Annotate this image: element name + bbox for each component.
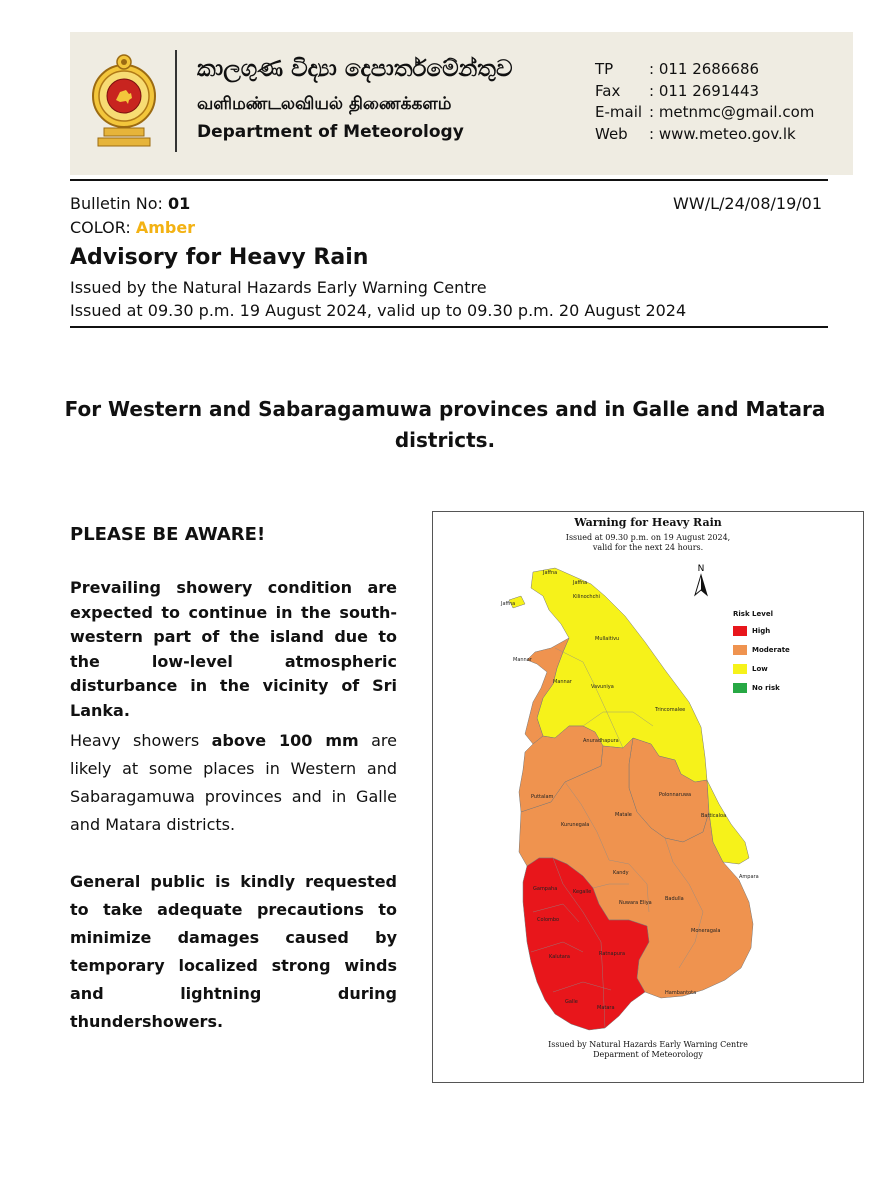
district-label: Matale (615, 812, 632, 818)
district-label: Gampaha (533, 886, 558, 892)
contact-fax: Fax : 011 2691443 (595, 81, 760, 100)
map-subtitle: Issued at 09.30 p.m. on 19 August 2024, valid for the next 24 hours. (565, 533, 731, 552)
map-title: Warning for Heavy Rain (574, 516, 722, 529)
district-label: Mullaitivu (595, 636, 620, 642)
district-label: Kilinochchi (573, 594, 600, 600)
district-label: Galle (565, 999, 578, 1005)
district-label: Jaffna (543, 570, 558, 576)
legend-title: Risk Level (733, 610, 773, 618)
headline: For Western and Sabaragamuwa provinces and in Galle and Matara districts. (64, 397, 826, 452)
district-label: Vavuniya (591, 684, 614, 690)
district-label: Jaffna (573, 580, 588, 586)
bottom-rule (70, 326, 828, 328)
district-label: Mannar (553, 679, 572, 685)
sri-lanka-map (433, 512, 863, 1082)
issued-by: Issued by the Natural Hazards Early Warning Centre (70, 278, 487, 297)
district-label: Batticaloa (701, 813, 727, 819)
district-label: Matara (597, 1005, 615, 1011)
bulletin-color: COLOR: Amber (70, 218, 196, 237)
top-rule (70, 179, 828, 181)
letterhead (70, 32, 853, 175)
district-label: Polonnaruwa (659, 792, 692, 798)
legend-item-low: Low (733, 664, 790, 674)
district-label: Moneragala (691, 928, 721, 934)
legend-swatch (733, 664, 747, 674)
please-be-aware: PLEASE BE AWARE! (70, 524, 266, 545)
dept-name-sinhala: කාලගුණ විද්‍යා දෙපාර්තමේන්තුව (197, 56, 513, 82)
district-label: Mannar (513, 657, 532, 663)
district-label: Kurunegala (561, 822, 590, 828)
contact-email: E-mail : metnmc@gmail.com (595, 103, 815, 121)
district-label: Anuradhapura (583, 738, 619, 744)
sri-lanka-emblem-icon (90, 50, 158, 150)
svg-text:N: N (697, 564, 705, 574)
advisory-title: Advisory for Heavy Rain (70, 245, 369, 270)
paragraph-precautions: General public is kindly requested to take adequate precautions to minimize damages caused by temporary localized strong winds and lightning during thundershowers. (70, 872, 397, 1031)
bulletin-number: Bulletin No: 01 (70, 194, 191, 213)
issued-at: Issued at 09.30 p.m. 19 August 2024, valid up to 09.30 p.m. 20 August 2024 (70, 301, 687, 320)
paragraph-conditions: Prevailing showery condition are expected to continue in the south-western part of the island due to the low-level atmospheric disturbance in the vicinity of Sri Lanka. (70, 578, 397, 720)
legend-swatch (733, 683, 747, 693)
district-label: Nuwara Eliya (619, 900, 652, 906)
district-label: Jaffna (501, 601, 516, 607)
map-legend (733, 610, 790, 702)
dept-name-english: Department of Meteorology (197, 122, 464, 142)
legend-swatch (733, 645, 747, 655)
legend-item-high: High (733, 626, 790, 636)
contact-web: Web : www.meteo.gov.lk (595, 124, 796, 143)
district-label: Kalutara (549, 954, 570, 960)
map-footer: Issued by Natural Hazards Early Warning Centre Deparment of Meteorology (548, 1040, 748, 1059)
district-label: Hambantota (665, 990, 697, 996)
north-arrow-icon (691, 562, 711, 598)
district-label: Kandy (613, 870, 629, 876)
bulletin-reference: WW/L/24/08/19/01 (673, 194, 822, 213)
district-label: Ampara (739, 874, 759, 880)
legend-item-no-risk: No risk (733, 683, 790, 693)
contact-info (595, 59, 814, 145)
legend-item-moderate: Moderate (733, 645, 790, 655)
header-divider (175, 50, 177, 152)
district-label: Ratnapura (599, 951, 626, 957)
district-label: Colombo (537, 917, 560, 923)
district-label: Kegalle (573, 889, 592, 895)
district-label: Badulla (665, 896, 684, 902)
legend-swatch (733, 626, 747, 636)
dept-name-tamil: வளிமண்டலவியல் திணைக்களம் (197, 94, 452, 114)
paragraph-heavy-showers: Heavy showers above 100 mm are likely at some places in Western and Sabaragamuwa provinces and in Galle and Matara districts. (70, 731, 397, 834)
warning-map (432, 511, 864, 1083)
contact-tp: TP : 011 2686686 (595, 60, 760, 78)
district-label: Trincomalee (655, 707, 686, 713)
district-label: Puttalam (531, 794, 554, 800)
